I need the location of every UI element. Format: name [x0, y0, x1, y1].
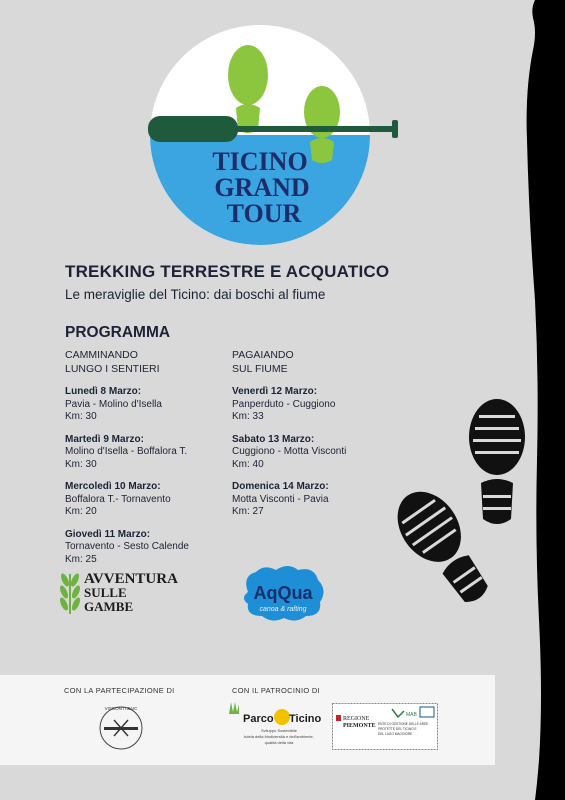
page-subtitle: Le meraviglie del Ticino: dai boschi al fiume	[65, 287, 326, 302]
regione-piemonte-logo	[332, 703, 438, 750]
svg-text:AVVENTURA: AVVENTURA	[84, 571, 178, 587]
svg-text:canoa & rafting: canoa & rafting	[259, 606, 307, 613]
svg-text:MAB: MAB	[406, 712, 417, 718]
schedule-day: Lunedì 8 Marzo: Pavia - Molino d'Isella Km: 30	[65, 386, 162, 422]
black-shoe-prints	[395, 395, 535, 615]
svg-text:Sviluppo Sostenibile: Sviluppo Sostenibile	[260, 728, 298, 733]
svg-text:PROTETTE DEL TICINO E: PROTETTE DEL TICINO E	[378, 727, 417, 731]
svg-text:tutela della biodiversità e de: tutela della biodiversità e dell'ambiente,	[244, 734, 314, 739]
paddling-schedule	[232, 348, 402, 529]
schedule-day: Venerdì 12 Marzo: Panperduto - Cuggiono Km: 33	[232, 386, 336, 422]
visconti-zaic-logo	[96, 700, 146, 752]
svg-text:Parco: Parco	[243, 713, 274, 725]
schedule-day: Mercoledì 10 Marzo: Boffalora T.- Tornavento Km: 20	[65, 481, 171, 517]
schedule-day: Giovedì 11 Marzo: Tornavento - Sesto Calende Km: 25	[65, 528, 189, 565]
svg-text:REGIONE: REGIONE	[343, 716, 370, 722]
logo-line-2: GRAND	[214, 173, 310, 202]
svg-text:AqQua: AqQua	[253, 583, 313, 603]
walking-schedule	[65, 348, 235, 576]
schedule-day: Sabato 13 Marzo: Cuggiono - Motta Visconti Km: 40	[232, 433, 347, 470]
schedule-day: Martedì 9 Marzo: Molino d'Isella - Boffalora T. Km: 30	[65, 433, 188, 470]
ticino-grand-tour-logo	[140, 20, 400, 260]
svg-text:VISCONTI ZAIC: VISCONTI ZAIC	[104, 706, 138, 711]
wheat-icon	[58, 572, 81, 614]
svg-text:DEL LAGO MAGGIORE: DEL LAGO MAGGIORE	[378, 732, 413, 736]
logo-line-1: TICINO	[212, 147, 308, 176]
patronage-label: CON IL PATROCINIO DI	[232, 686, 320, 695]
avventura-sulle-gambe-logo	[58, 566, 188, 616]
paddling-heading: PAGAIANDO SUL FIUME	[232, 349, 294, 375]
grass-icon	[229, 702, 239, 714]
schedule-day: Domenica 14 Marzo: Motta Visconti - Pavia Km: 27	[232, 481, 329, 517]
program-title: PROGRAMMA	[65, 324, 171, 341]
logo-line-3: TOUR	[226, 199, 302, 228]
participation-label: CON LA PARTECIPAZIONE DI	[64, 686, 175, 695]
svg-text:PIEMONTE: PIEMONTE	[343, 723, 376, 729]
aqqua-logo	[238, 562, 328, 624]
svg-text:ENTE DI GESTIONE DELLE AREE: ENTE DI GESTIONE DELLE AREE	[378, 722, 429, 726]
svg-text:SULLE: SULLE	[84, 585, 127, 600]
svg-text:GAMBE: GAMBE	[84, 599, 134, 614]
svg-text:Ticino: Ticino	[289, 713, 322, 725]
walking-heading: CAMMINANDO LUNGO I SENTIERI	[65, 349, 160, 375]
page-title: TREKKING TERRESTRE E ACQUATICO	[65, 262, 390, 281]
svg-text:qualità della vita: qualità della vita	[264, 740, 294, 745]
parco-ticino-logo	[227, 698, 327, 748]
